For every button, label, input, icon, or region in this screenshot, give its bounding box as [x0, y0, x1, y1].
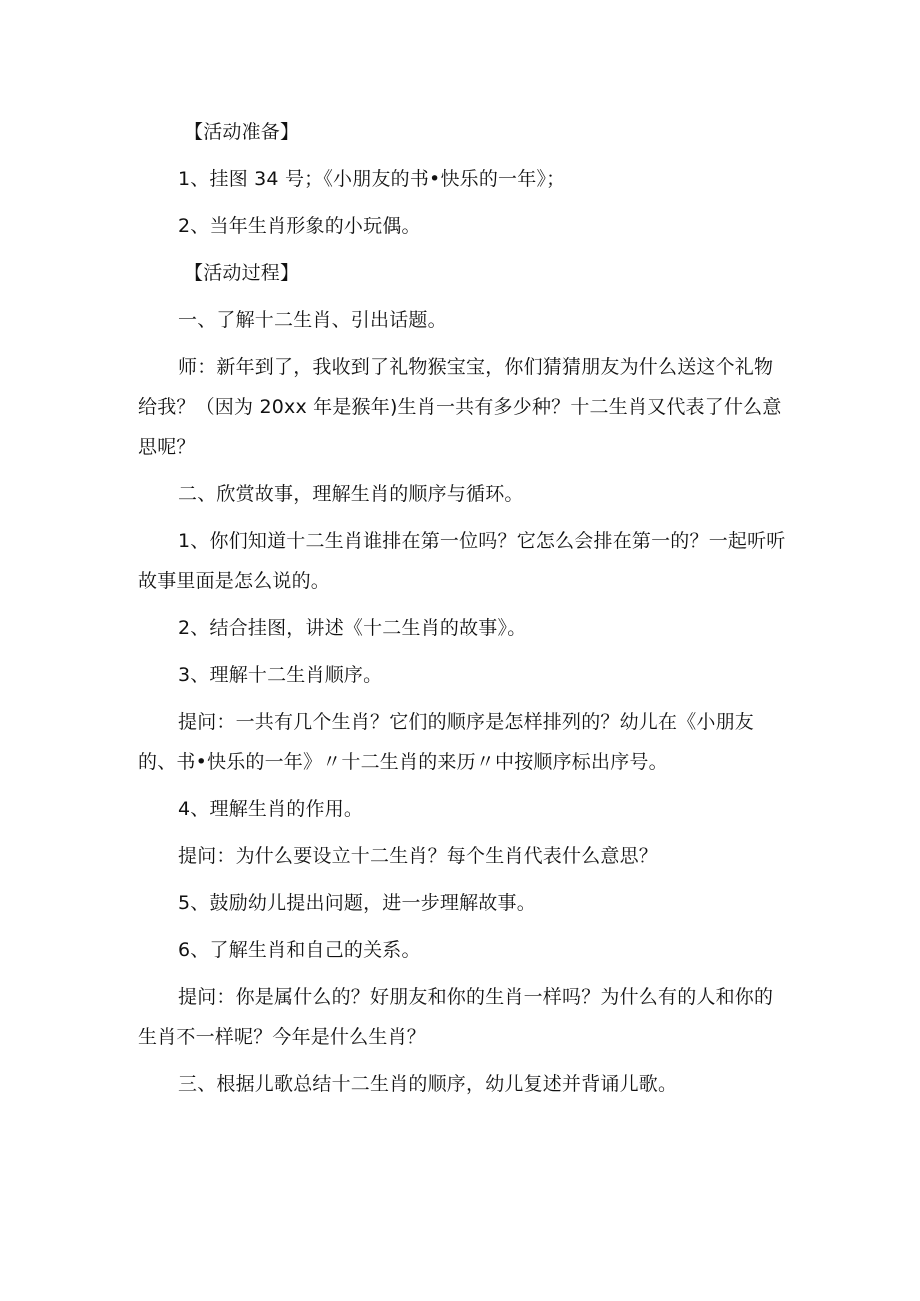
paragraph-prep-item-1: 1、挂图 34 号；《小朋友的书•快乐的一年》；	[178, 168, 566, 190]
paragraph-step-2-item-3: 3、理解十二生肖顺序。	[178, 664, 383, 686]
paragraph-step-2-item-4: 4、理解生肖的作用。	[178, 798, 364, 820]
paragraph-question-self: 提问：你是属什么的？好朋友和你的生肖一样吗？为什么有的人和你的生肖不一样呢？今年是什么生肖？	[138, 986, 774, 1048]
paragraph-step-2-item-2: 2、结合挂图，讲述《十二生肖的故事》。	[178, 617, 527, 639]
paragraph-teacher-intro: 师：新年到了，我收到了礼物猴宝宝，你们猜猜朋友为什么送这个礼物给我？（因为 20xx 年是猴年)生肖一共有多少种？十二生肖又代表了什么意思呢？	[138, 356, 782, 458]
paragraph-step-2-item-6: 6、了解生肖和自己的关系。	[178, 939, 421, 961]
document-body	[138, 112, 788, 1111]
paragraph-question-purpose: 提问：为什么要设立十二生肖？每个生肖代表什么意思？	[178, 845, 659, 867]
paragraph-step-2-item-5: 5、鼓励幼儿提出问题，进一步理解故事。	[178, 892, 536, 914]
section-heading-process: 【活动过程】	[184, 262, 300, 284]
paragraph-step-1: 一、了解十二生肖、引出话题。	[178, 309, 447, 331]
paragraph-question-order: 提问：一共有几个生肖？它们的顺序是怎样排列的？幼儿在《小朋友的、书•快乐的一年》〃十二生肖的来历〃中按顺序标出序号。	[138, 711, 755, 773]
paragraph-step-3: 三、根据儿歌总结十二生肖的顺序，幼儿复述并背诵儿歌。	[178, 1073, 678, 1095]
paragraph-step-2: 二、欣赏故事，理解生肖的顺序与循环。	[178, 483, 524, 505]
paragraph-prep-item-2: 2、当年生肖形象的小玩偶。	[178, 215, 421, 237]
section-heading-preparation: 【活动准备】	[184, 121, 300, 143]
paragraph-step-2-item-1: 1、你们知道十二生肖谁排在第一位吗？它怎么会排在第一的？一起听听故事里面是怎么说的。	[138, 530, 786, 592]
